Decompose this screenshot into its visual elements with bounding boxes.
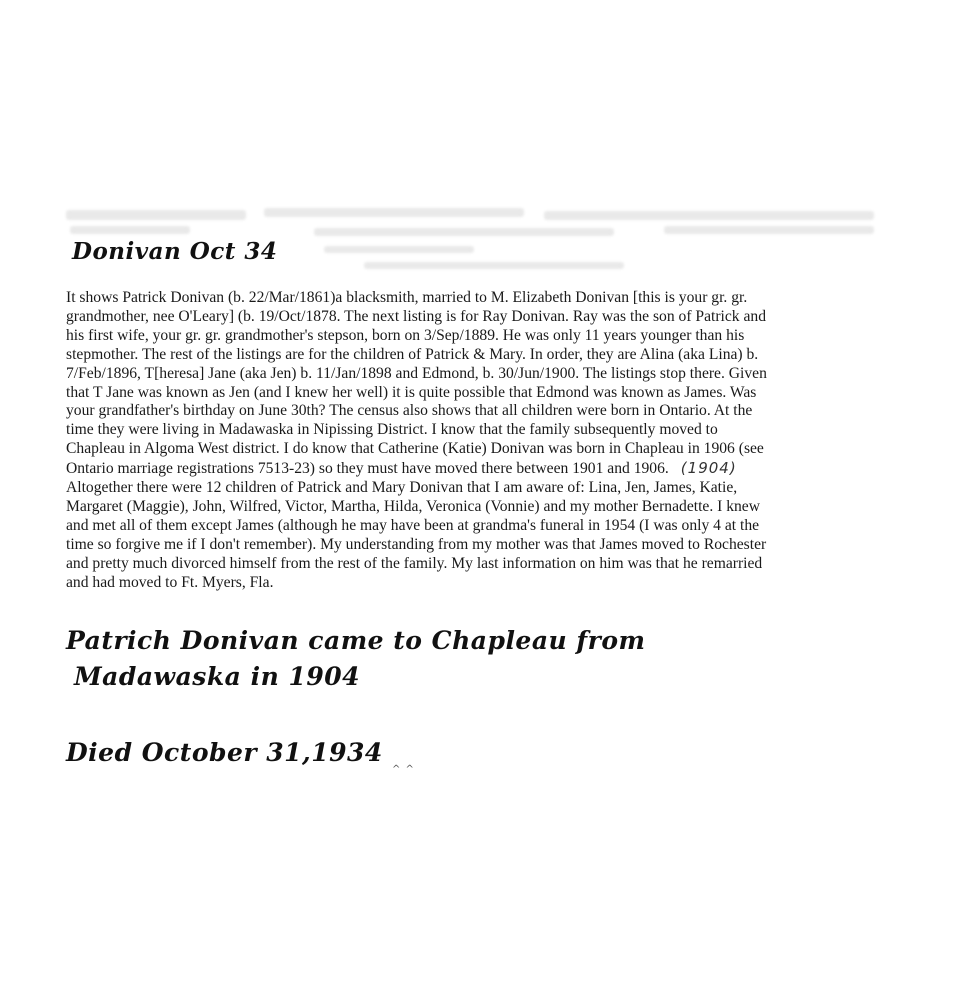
document-title: Donivan Oct 34	[72, 238, 278, 265]
bleed-smudge	[324, 246, 474, 253]
bleed-smudge	[544, 211, 874, 220]
bleed-smudge	[664, 226, 874, 234]
body-line: time they were living in Madawaska in Nipissing District. I know that the family subsequently moved to	[66, 421, 718, 439]
came-to-chapleau-line-1: Patrich Donivan came to Chapleau from	[66, 626, 646, 655]
body-line: his first wife, your gr. gr. grandmother's stepson, born on 3/Sep/1889. He was only 11 years younger than his	[66, 326, 745, 344]
died-line: Died October 31,1934	[66, 738, 383, 767]
body-line: Altogether there were 12 children of Patrick and Mary Donivan that I am aware of: Lina, Jen, James, Katie,	[66, 479, 738, 497]
handwritten-note: (1904)	[680, 459, 737, 478]
body-line: and met all of them except James (although he may have been at grandma's funeral in 1954 (I was only 4 at the	[66, 516, 760, 534]
body-line: Chapleau in Algoma West district. I do know that Catherine (Katie) Donivan was born in Chapleau in 1906 (see	[66, 440, 764, 458]
bleed-smudge	[264, 208, 524, 217]
body-line-with-note	[66, 459, 896, 479]
caret-marks: ^ ^	[392, 764, 415, 775]
body-line: Ontario marriage registrations 7513-23) so they must have moved there between 1901 and 1906.	[66, 460, 669, 478]
bleed-smudge	[314, 228, 614, 236]
body-line: grandmother, nee O'Leary] (b. 19/Oct/1878. The next listing is for Ray Donivan. Ray was the son of Patrick and	[66, 307, 766, 325]
body-line: Margaret (Maggie), John, Wilfred, Victor, Martha, Hilda, Veronica (Vonnie) and my mother Bernadette. I knew	[66, 497, 760, 515]
came-to-chapleau-line-2: Madawaska in 1904	[74, 662, 361, 691]
body-line: that T Jane was known as Jen (and I knew her well) it is quite possible that Edmond was known as James. Was	[66, 383, 757, 401]
body-line: It shows Patrick Donivan (b. 22/Mar/1861)a blacksmith, married to M. Elizabeth Donivan [this is your gr. gr.	[66, 289, 748, 306]
body-line: and pretty much divorced himself from the rest of the family. My last information on him was that he remarried	[66, 554, 763, 572]
bleed-smudge	[364, 262, 624, 269]
bleed-smudge	[66, 210, 246, 220]
body-line: 7/Feb/1896, T[heresa] Jane (aka Jen) b. 11/Jan/1898 and Edmond, b. 30/Jun/1900. The listings stop there. Given	[66, 364, 767, 382]
bleed-smudge	[70, 226, 190, 234]
body-text	[66, 289, 896, 593]
body-line: and had moved to Ft. Myers, Fla.	[66, 573, 274, 591]
body-line: stepmother. The rest of the listings are for the children of Patrick & Mary. In order, they are Alina (aka Lina) b.	[66, 345, 759, 363]
body-line: your grandfather's birthday on June 30th? The census also shows that all children were born in Ontario. At the	[66, 402, 753, 420]
body-line: time so forgive me if I don't remember). My understanding from my mother was that James moved to Rochester	[66, 535, 767, 553]
